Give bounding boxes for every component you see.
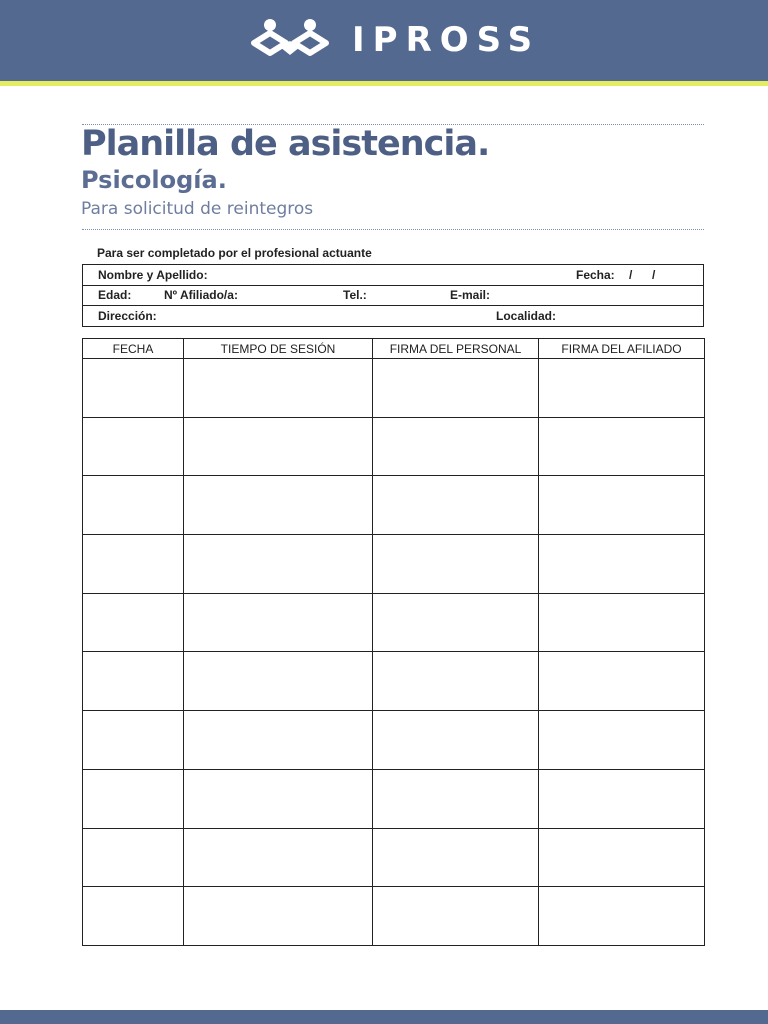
column-header-tiempo: TIEMPO DE SESIÓN [184, 339, 373, 359]
document-title: Planilla de asistencia. [81, 124, 490, 164]
localidad-label: Localidad: [496, 309, 557, 323]
cell-fecha[interactable] [83, 359, 184, 418]
cell-tiempo[interactable] [184, 359, 373, 418]
cell-fecha[interactable] [83, 476, 184, 535]
cell-fecha[interactable] [83, 828, 184, 887]
tel-label: Tel.: [343, 288, 367, 302]
table-row [83, 476, 705, 535]
cell-firma-personal[interactable] [373, 535, 539, 594]
brand-name: IPROSS [352, 20, 541, 60]
ipross-people-logo-icon [250, 17, 332, 63]
cell-firma-afiliado[interactable] [539, 769, 705, 828]
fecha-label: Fecha: [576, 268, 615, 282]
table-header-row [83, 339, 705, 359]
cell-firma-personal[interactable] [373, 828, 539, 887]
cell-tiempo[interactable] [184, 417, 373, 476]
cell-tiempo[interactable] [184, 828, 373, 887]
cell-firma-afiliado[interactable] [539, 417, 705, 476]
cell-fecha[interactable] [83, 887, 184, 946]
afiliado-label: Nº Afiliado/a: [164, 288, 238, 302]
cell-tiempo[interactable] [184, 769, 373, 828]
cell-fecha[interactable] [83, 535, 184, 594]
cell-firma-personal[interactable] [373, 887, 539, 946]
cell-fecha[interactable] [83, 769, 184, 828]
cell-tiempo[interactable] [184, 711, 373, 770]
cell-firma-afiliado[interactable] [539, 359, 705, 418]
attendance-table [82, 338, 705, 946]
info-row-name [83, 265, 703, 286]
nombre-label: Nombre y Apellido: [98, 268, 208, 282]
cell-firma-personal[interactable] [373, 769, 539, 828]
cell-firma-personal[interactable] [373, 476, 539, 535]
document-subtitle: Psicología. [81, 166, 227, 194]
column-header-firma-personal: FIRMA DEL PERSONAL [373, 339, 539, 359]
info-row-contact [83, 285, 703, 306]
header-banner [0, 0, 768, 81]
cell-fecha[interactable] [83, 652, 184, 711]
document-purpose: Para solicitud de reintegros [81, 199, 314, 219]
table-row [83, 711, 705, 770]
cell-firma-afiliado[interactable] [539, 652, 705, 711]
table-row [83, 652, 705, 711]
cell-firma-afiliado[interactable] [539, 593, 705, 652]
table-row [83, 359, 705, 418]
table-row [83, 535, 705, 594]
table-row [83, 417, 705, 476]
table-body [83, 359, 705, 946]
cell-firma-afiliado[interactable] [539, 711, 705, 770]
cell-firma-personal[interactable] [373, 417, 539, 476]
accent-stripe [0, 81, 768, 86]
cell-tiempo[interactable] [184, 476, 373, 535]
cell-firma-afiliado[interactable] [539, 535, 705, 594]
table-row [83, 769, 705, 828]
cell-firma-personal[interactable] [373, 359, 539, 418]
cell-tiempo[interactable] [184, 652, 373, 711]
table-row [83, 593, 705, 652]
cell-tiempo[interactable] [184, 593, 373, 652]
cell-firma-personal[interactable] [373, 593, 539, 652]
email-label: E-mail: [450, 288, 491, 302]
column-header-firma-afiliado: FIRMA DEL AFILIADO [539, 339, 705, 359]
fecha-separator: / [652, 268, 656, 282]
fecha-separator: / [629, 268, 633, 282]
brand-logo [250, 16, 540, 64]
cell-fecha[interactable] [83, 711, 184, 770]
divider-bottom [82, 229, 704, 230]
info-row-address [83, 306, 703, 326]
table-row [83, 887, 705, 946]
cell-tiempo[interactable] [184, 535, 373, 594]
cell-firma-afiliado[interactable] [539, 828, 705, 887]
cell-firma-afiliado[interactable] [539, 476, 705, 535]
direccion-label: Dirección: [98, 309, 157, 323]
cell-firma-afiliado[interactable] [539, 887, 705, 946]
footer-band [0, 1010, 768, 1024]
column-header-fecha: FECHA [83, 339, 184, 359]
cell-firma-personal[interactable] [373, 711, 539, 770]
cell-tiempo[interactable] [184, 887, 373, 946]
cell-firma-personal[interactable] [373, 652, 539, 711]
edad-label: Edad: [98, 288, 132, 302]
cell-fecha[interactable] [83, 593, 184, 652]
section-label: Para ser completado por el profesional actuante [97, 246, 372, 260]
cell-fecha[interactable] [83, 417, 184, 476]
professional-info-box [82, 264, 704, 327]
table-row [83, 828, 705, 887]
